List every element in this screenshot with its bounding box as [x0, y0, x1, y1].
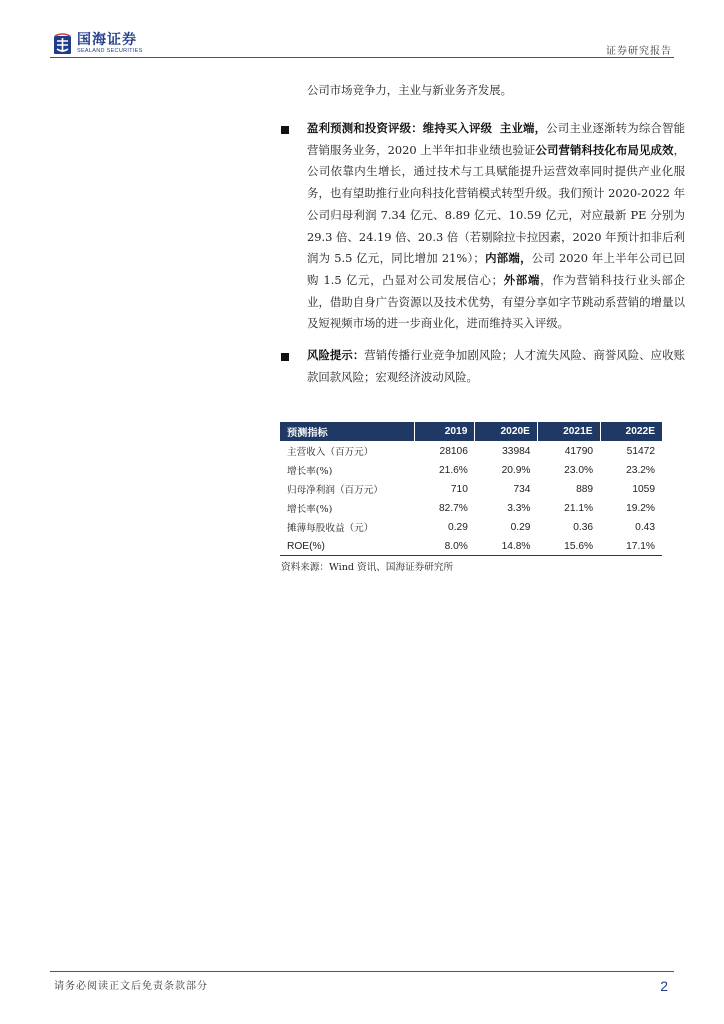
- table-row: [280, 461, 662, 480]
- table-cell: 710: [415, 480, 475, 499]
- header-divider: [50, 57, 674, 58]
- rating-text-4: ，作为营销科技行业头部企业，借助自身广告资源以及技术优势，有望分享如字节跳动系营销的增量以及短视频市场的进一步商业化，进而维持买入评级。: [307, 272, 685, 331]
- table-cell: 主营收入（百万元）: [280, 442, 415, 461]
- table-cell: 33984: [475, 442, 538, 461]
- main-business-label: 主业端，: [499, 121, 547, 135]
- table-cell: 23.0%: [537, 461, 600, 480]
- rating-text-3: 公司 2020 年上半年公司已回购 1.5 亿元，凸显对公司发展信心；: [307, 251, 685, 287]
- table-cell: 摊薄每股收益（元）: [280, 518, 415, 537]
- external-label: 外部端: [502, 272, 541, 287]
- table-row: [280, 480, 662, 499]
- table-cell: 19.2%: [600, 499, 662, 518]
- company-logo: [53, 32, 143, 56]
- table-header-cell: 预测指标: [280, 422, 415, 442]
- table-cell: ROE(%): [280, 537, 415, 556]
- logo-chinese-name: 国海证券: [77, 32, 137, 49]
- paragraph-intro-tail: 公司市场竞争力，主业与新业务齐发展。: [307, 83, 513, 97]
- forecast-table: [280, 422, 662, 556]
- table-cell: 21.1%: [537, 499, 600, 518]
- table-cell: 20.9%: [475, 461, 538, 480]
- table-cell: 14.8%: [475, 537, 538, 556]
- table-cell: 0.29: [415, 518, 475, 537]
- rating-text-2: ，公司依靠内生增长，通过技术与工具赋能提升运营效率同时提供产业化服务，也有望助推行业向科技化营销模式转型升级。我们预计 2020-2022 年公司归母利润 7.34 亿元、8.89 亿元、10.59 亿元，对应最新 PE 分别为 29.3 倍、24.19 倍、20.3 倍（若剔除拉卡拉因素，2020 年预计扣非后利润为 5.5 亿元，同比增加 21%）；: [307, 142, 685, 266]
- table-row: [280, 499, 662, 518]
- footer-disclaimer: 请务必阅读正文后免责条款部分: [54, 981, 208, 992]
- table-cell: 15.6%: [537, 537, 600, 556]
- bullet-square-icon: [281, 126, 289, 134]
- bullet-square-icon: [281, 353, 289, 361]
- table-source-note: 资料来源：Wind 资讯、国海证券研究所: [281, 562, 454, 573]
- internal-label: 内部端，: [484, 251, 532, 266]
- table-cell: 17.1%: [600, 537, 662, 556]
- table-cell: 0.29: [475, 518, 538, 537]
- logo-english-name: SEALAND SECURITIES: [77, 48, 143, 55]
- table-cell: 21.6%: [415, 461, 475, 480]
- table-header-cell: 2020E: [475, 422, 538, 442]
- table-row: [280, 518, 662, 537]
- table-header-cell: 2022E: [600, 422, 662, 442]
- table-cell: 28106: [415, 442, 475, 461]
- marketing-tech-highlight: 公司营销科技化布局见成效: [535, 142, 674, 157]
- table-cell: 8.0%: [415, 537, 475, 556]
- table-cell: 0.43: [600, 518, 662, 537]
- table-cell: 增长率(%): [280, 461, 415, 480]
- table-cell: 82.7%: [415, 499, 475, 518]
- table-header-row: [280, 422, 662, 442]
- paragraph-risk: [307, 345, 685, 388]
- table-cell: 0.36: [537, 518, 600, 537]
- table-header-cell: 2021E: [537, 422, 600, 442]
- table-cell: 23.2%: [600, 461, 662, 480]
- table-cell: 1059: [600, 480, 662, 499]
- risk-text: 营销传播行业竞争加剧风险；人才流失风险、商誉风险、应收账款回款风险；宏观经济波动风险。: [307, 348, 685, 384]
- table-cell: 734: [475, 480, 538, 499]
- table-row: [280, 537, 662, 556]
- page-number: 2: [660, 978, 668, 994]
- table-row: [280, 442, 662, 461]
- table-cell: 51472: [600, 442, 662, 461]
- report-type-label: 证券研究报告: [606, 46, 672, 57]
- footer-divider: [50, 971, 674, 972]
- table-cell: 归母净利润（百万元）: [280, 480, 415, 499]
- rating-text-1: 公司主业逐渐转为综合智能营销服务业务，2020 上半年扣非业绩也验证: [307, 121, 685, 157]
- risk-heading: 风险提示：: [307, 348, 365, 362]
- table-cell: 41790: [537, 442, 600, 461]
- table-header-cell: 2019: [415, 422, 475, 442]
- sealand-logo-icon: [53, 33, 72, 55]
- paragraph-rating: [307, 118, 685, 335]
- table-cell: 增长率(%): [280, 499, 415, 518]
- rating-heading: 盈利预测和投资评级：维持买入评级: [307, 121, 493, 135]
- table-cell: 889: [537, 480, 600, 499]
- table-cell: 3.3%: [475, 499, 538, 518]
